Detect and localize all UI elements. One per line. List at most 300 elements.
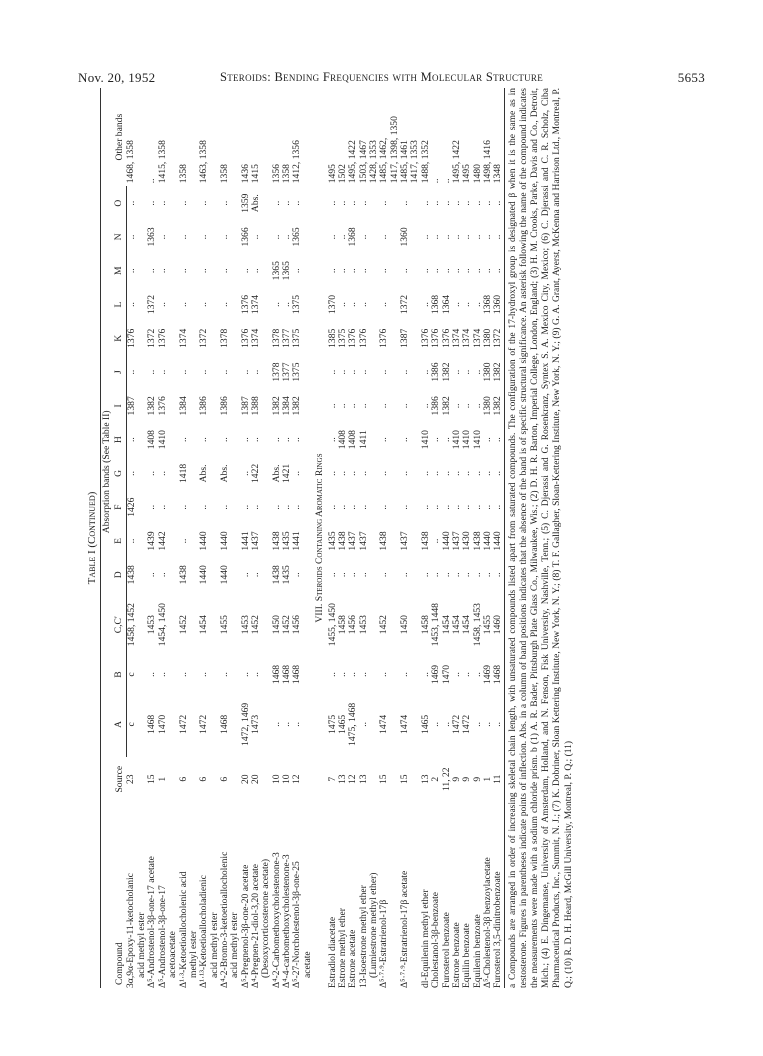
band-cell: ..	[440, 504, 452, 510]
band-cell: ..	[239, 471, 251, 476]
band-cell: ..	[440, 234, 452, 240]
band-cell: ..	[450, 504, 462, 510]
band-cell	[303, 355, 313, 389]
compound-cell: Δ⁴-4-carbomethoxycholestenone-3	[281, 854, 293, 988]
col-header-band: I	[113, 389, 126, 423]
source-cell: 15	[399, 774, 411, 785]
section-row	[313, 88, 327, 988]
band-cell: 1374	[450, 328, 462, 348]
other-bands-cell	[303, 88, 313, 186]
other-bands-cell: 1417, 1353	[409, 140, 421, 184]
col-header-band: J	[113, 355, 126, 389]
band-cell: 1410	[419, 430, 431, 450]
band-cell: 1440	[198, 565, 210, 585]
band-cell: c	[125, 722, 137, 727]
band-cell: ..	[440, 437, 452, 443]
compound-cell: Equilenin benzoate	[471, 914, 483, 988]
table-row	[158, 88, 168, 988]
band-cell: ..	[461, 369, 473, 375]
band-cell: ..	[281, 302, 293, 307]
band-cell	[303, 254, 313, 288]
band-cell: 1365	[291, 227, 303, 247]
band-cell	[168, 288, 178, 322]
band-cell: ..	[357, 471, 369, 476]
col-header-band: G	[113, 457, 126, 491]
band-cell	[303, 288, 313, 322]
band-cell: 1370	[326, 294, 338, 315]
source-cell: 6	[177, 776, 189, 782]
band-cell: 1364	[440, 294, 452, 315]
band-cell: 1441	[239, 531, 251, 551]
band-cell: ..	[419, 234, 431, 240]
band-cell: 1454	[461, 615, 473, 635]
col-header-compound: Compound	[101, 801, 127, 988]
col-header-band: C,C′	[113, 592, 126, 658]
band-cell: ..	[146, 200, 158, 206]
band-cell: ..	[450, 369, 462, 375]
band-cell: ..	[347, 369, 359, 375]
band-cell: ..	[450, 200, 462, 206]
band-cell: ..	[378, 672, 390, 677]
band-cell: 1410	[450, 430, 462, 450]
band-cell: ..	[357, 721, 369, 727]
other-bands-cell: 1358	[218, 164, 230, 184]
source-cell: 9	[450, 776, 462, 782]
band-cell: ..	[481, 504, 493, 510]
other-bands-cell: 1348	[493, 88, 504, 186]
band-cell: 1442	[156, 531, 168, 551]
band-cell: ..	[218, 504, 230, 510]
band-cell: ..	[125, 268, 137, 274]
table-row	[431, 88, 441, 988]
band-cell: ..	[493, 186, 504, 220]
band-cell: 1408	[336, 430, 348, 450]
band-cell: 1377	[281, 328, 293, 348]
band-cell: 1440	[218, 531, 230, 551]
band-cell: ..	[326, 200, 338, 206]
band-cell: ..	[281, 721, 293, 727]
source-cell: 23	[125, 774, 137, 785]
band-cell: 1382	[493, 389, 504, 423]
band-cell	[168, 558, 178, 592]
band-cell: Abs.	[250, 194, 262, 213]
other-bands-cell: 1415, 1358	[156, 140, 168, 184]
band-cell: ..	[419, 471, 431, 476]
band-cell: 1472	[198, 714, 210, 734]
band-cell: ..	[357, 369, 369, 375]
band-cell: ..	[177, 504, 189, 510]
band-cell	[303, 321, 313, 355]
source-cell: 1	[156, 776, 168, 782]
section-heading: VIII. Steroids Containing Aromatic Rings	[314, 453, 326, 623]
compound-cell: (Lumiestrone methyl ether)	[367, 872, 379, 978]
band-cell: ..	[399, 471, 411, 476]
band-cell: ..	[125, 538, 137, 544]
band-cell: ..	[450, 268, 462, 274]
band-cell: 1472	[450, 714, 462, 734]
band-cell: 1472	[461, 714, 473, 734]
band-cell: 1426	[125, 497, 137, 517]
band-cell: 1437	[347, 531, 359, 551]
band-cell: ..	[419, 200, 431, 206]
band-cell: ..	[430, 721, 442, 727]
band-cell: 1421	[281, 463, 293, 483]
band-cell: ..	[347, 302, 359, 307]
band-cell: 1454	[440, 615, 452, 635]
band-cell: ..	[125, 302, 137, 307]
band-cell: ..	[399, 200, 411, 206]
band-cell: 1378	[218, 328, 230, 348]
band-cell: 1458	[419, 615, 431, 635]
band-cell: ..	[336, 369, 348, 375]
band-cell: ..	[481, 234, 493, 240]
band-cell: 1410	[156, 430, 168, 450]
band-cell: 1435	[281, 531, 293, 551]
other-bands-cell: 1463, 1358	[198, 140, 210, 184]
band-cell: 1435	[326, 531, 338, 551]
band-cell: ..	[399, 403, 411, 409]
compound-cell: Estradiol diacetate	[326, 916, 338, 988]
band-cell: ..	[493, 558, 504, 592]
band-cell	[168, 592, 178, 658]
source-cell: 7	[326, 776, 338, 782]
band-cell: 1455	[481, 615, 493, 635]
source-cell: 13	[357, 774, 369, 785]
band-cell: ..	[493, 423, 504, 457]
band-cell: ..	[461, 403, 473, 409]
band-cell: 1368	[347, 227, 359, 247]
band-cell: ..	[336, 672, 348, 677]
other-bands-cell: 1468, 1358	[125, 140, 137, 184]
band-cell: ..	[347, 403, 359, 409]
band-cell: 1452	[177, 615, 189, 635]
band-cell: ..	[326, 369, 338, 375]
band-cell: ..	[125, 369, 137, 375]
footnotes	[508, 88, 575, 988]
band-cell: ..	[291, 721, 303, 727]
compound-cell: Δ⁴-2-Carbomethoxycholestenone-3	[270, 852, 282, 988]
band-cell: Abs.	[218, 464, 230, 483]
compound-cell: Estrone acetate	[347, 929, 359, 988]
source-cell: 11, 22	[440, 767, 452, 792]
band-cell: ..	[291, 471, 303, 476]
band-cell: ..	[461, 200, 473, 206]
band-cell	[303, 389, 313, 423]
band-cell: 1372	[493, 321, 504, 355]
other-bands-cell: 1428, 1353	[367, 140, 379, 184]
band-cell: 1375	[291, 294, 303, 315]
band-cell: ..	[378, 234, 390, 240]
source-cell: 6	[218, 776, 230, 782]
band-cell: 1453	[146, 615, 158, 635]
other-bands-cell: 1495	[326, 164, 338, 184]
source-cell: 13	[336, 774, 348, 785]
band-cell: 1438	[336, 531, 348, 551]
compound-cell: Δ⁵·⁷·⁹-Estratrienol-17β acetate	[399, 870, 411, 988]
band-cell: ..	[481, 721, 493, 727]
band-cell: ..	[177, 369, 189, 375]
band-cell: ..	[250, 572, 262, 578]
band-cell: ..	[177, 538, 189, 544]
band-cell: ..	[399, 369, 411, 375]
band-cell: ..	[125, 471, 137, 476]
other-bands-cell: 1495, 1422	[450, 140, 462, 184]
band-cell	[168, 321, 178, 355]
band-cell: 1438	[378, 531, 390, 551]
band-cell: 1474	[378, 714, 390, 734]
band-cell	[303, 558, 313, 592]
band-cell: 1376	[156, 396, 168, 416]
band-cell: ..	[461, 268, 473, 274]
band-cell	[303, 457, 313, 491]
band-cell: ..	[281, 200, 293, 206]
band-cell: ..	[156, 369, 168, 375]
source-cell: 20	[239, 774, 251, 785]
band-cell: ..	[326, 471, 338, 476]
band-cell: 1363	[146, 227, 158, 247]
band-cell	[168, 220, 178, 254]
table-row	[251, 88, 261, 988]
band-cell: ..	[399, 268, 411, 274]
band-cell: ..	[357, 403, 369, 409]
band-cell: 1372	[146, 328, 158, 348]
band-cell: ..	[281, 234, 293, 240]
compound-cell: Δ⁵-Androstenol-3β-one-17	[156, 885, 168, 988]
band-cell	[168, 355, 178, 389]
compound-cell: acid methyl ester	[229, 912, 241, 978]
band-cell: ..	[347, 200, 359, 206]
band-cell: ..	[198, 504, 210, 510]
compound-cell: Δ¹·¹³-Ketoetioallocholadienic	[198, 875, 210, 988]
band-cell: ..	[471, 302, 483, 307]
band-cell: 1386	[218, 396, 230, 416]
band-cell: ..	[177, 200, 189, 206]
band-cell: ..	[440, 200, 452, 206]
band-cell: 1440	[481, 531, 493, 551]
band-cell: ..	[419, 268, 431, 274]
band-cell	[303, 524, 313, 558]
band-cell: ..	[291, 200, 303, 206]
band-cell: ..	[471, 234, 483, 240]
band-cell: ..	[146, 268, 158, 274]
band-cell: ..	[450, 572, 462, 578]
source-cell: 12	[291, 774, 303, 785]
band-cell: ..	[378, 437, 390, 443]
band-cell	[168, 254, 178, 288]
band-cell: ..	[156, 672, 168, 677]
band-cell: 1430	[461, 531, 473, 551]
band-cell: 1374	[461, 328, 473, 348]
band-cell: 1410	[471, 430, 483, 450]
band-cell: ..	[198, 234, 210, 240]
band-cell: ..	[270, 721, 282, 727]
band-cell: 1422	[250, 463, 262, 483]
band-cell: 1368	[430, 294, 442, 315]
running-date: Nov. 20, 1952	[78, 70, 156, 85]
band-cell: 1472, 1469	[239, 702, 251, 746]
band-cell: ..	[430, 200, 442, 206]
band-cell: 1441	[291, 531, 303, 551]
band-cell: ..	[198, 369, 210, 375]
band-cell: 1452	[378, 615, 390, 635]
band-cell: ..	[281, 437, 293, 443]
band-cell: 1387	[125, 396, 137, 416]
band-cell: 1472	[177, 714, 189, 734]
band-cell: ..	[250, 504, 262, 510]
band-cell: ..	[336, 403, 348, 409]
running-title: Steroids: Bending Frequencies with Molecular Structure	[219, 70, 544, 84]
band-cell: ..	[461, 471, 473, 476]
band-cell: ..	[378, 200, 390, 206]
band-cell: ..	[357, 572, 369, 578]
band-cell: 1376	[239, 328, 251, 348]
band-cell	[168, 389, 178, 423]
band-cell: ..	[440, 721, 452, 727]
band-cell: ..	[378, 268, 390, 274]
source-cell: 6	[198, 776, 210, 782]
source-cell: 15	[146, 774, 158, 785]
band-cell: 1360	[399, 227, 411, 247]
band-cell: ..	[250, 234, 262, 240]
band-cell: 1382	[291, 396, 303, 416]
band-cell: ..	[450, 403, 462, 409]
band-cell: 1439	[146, 531, 158, 551]
band-cell: ..	[419, 504, 431, 510]
band-cell: ..	[461, 672, 473, 677]
band-cell: ..	[239, 504, 251, 510]
other-bands-cell: 1417, 1398, 1350	[388, 116, 400, 184]
compound-cell: (Desoxycorticosterone acetate)	[260, 858, 272, 978]
band-cell: ..	[270, 200, 282, 206]
compound-cell: 3α,9α-Epoxy-11-ketocholanic	[125, 873, 137, 988]
band-cell: ..	[218, 234, 230, 240]
other-bands-cell: 1503, 1467	[357, 140, 369, 184]
band-cell: 1470	[156, 714, 168, 734]
band-cell: ..	[471, 403, 483, 409]
compound-cell: Equilin benzoate	[461, 923, 473, 988]
col-header-band: K	[113, 321, 126, 355]
band-cell: 1435	[281, 565, 293, 585]
col-header-source: Source	[101, 757, 127, 801]
band-cell: ..	[461, 572, 473, 578]
band-cell: ..	[291, 437, 303, 443]
band-cell: 1468	[146, 714, 158, 734]
band-cell: 1411	[357, 430, 369, 450]
band-cell: ..	[146, 672, 158, 677]
band-cell: ..	[336, 302, 348, 307]
band-cell: ..	[218, 672, 230, 677]
other-bands-cell	[168, 88, 178, 186]
band-cell: ..	[378, 403, 390, 409]
compound-cell: Δ⁵·⁷·⁹-Estratrienol-17β	[378, 899, 390, 988]
band-cell: ..	[198, 302, 210, 307]
compound-cell: acetate	[301, 951, 313, 978]
band-cell: 1455	[218, 615, 230, 635]
band-cell: ..	[378, 302, 390, 307]
band-cell: 1387	[399, 328, 411, 348]
band-cell: 1386	[198, 396, 210, 416]
source-cell: 20	[250, 774, 262, 785]
col-header-band: N	[113, 220, 126, 254]
other-bands-cell: 1356	[270, 164, 282, 184]
band-cell: ..	[125, 437, 137, 443]
band-cell: ..	[399, 504, 411, 510]
band-cell: 1376	[357, 328, 369, 348]
band-cell	[303, 220, 313, 254]
band-cell: 1365	[281, 261, 293, 281]
other-bands-cell: 1488, 1352	[419, 140, 431, 184]
band-cell: ..	[481, 200, 493, 206]
band-cell: ..	[156, 234, 168, 240]
band-cell: 1438	[270, 531, 282, 551]
band-cell: ..	[239, 672, 251, 677]
band-cell: ..	[250, 268, 262, 274]
band-cell	[168, 490, 178, 524]
band-cell: 1456	[291, 615, 303, 635]
band-cell: 1372	[399, 294, 411, 315]
band-cell: ..	[440, 572, 452, 578]
band-cell: c	[125, 672, 137, 677]
band-cell: 1468	[218, 714, 230, 734]
band-cell: ..	[430, 572, 442, 578]
compound-cell: Δ⁴-Pregnen-21-diol-3,20 acetate	[250, 863, 262, 988]
other-bands-cell: 1358	[177, 164, 189, 184]
other-bands-cell: 1480	[471, 164, 483, 184]
band-cell: ..	[357, 672, 369, 677]
compound-cell: Estrone methyl ether	[336, 908, 348, 988]
compound-cell: Furosterol benzoate	[440, 912, 452, 988]
band-cell: 1382	[146, 396, 158, 416]
other-bands-cell: 1485, 1461	[399, 140, 411, 184]
compound-cell: acetoacetate	[167, 931, 179, 978]
band-cell: ..	[218, 437, 230, 443]
band-cell: ..	[146, 504, 158, 510]
band-cell: 1376	[430, 328, 442, 348]
band-cell: 1386	[430, 396, 442, 416]
band-cell: ..	[146, 369, 158, 375]
band-cell: ..	[146, 471, 158, 476]
source-cell: 12	[347, 774, 359, 785]
band-cell	[168, 186, 178, 220]
other-bands-cell: 1358	[281, 164, 293, 184]
rotated-table-block	[86, 88, 696, 988]
band-cell: ..	[270, 234, 282, 240]
band-cell: ..	[493, 691, 504, 757]
band-cell: ..	[177, 437, 189, 443]
band-cell: 1378	[270, 362, 282, 382]
band-cell: 1378	[270, 328, 282, 348]
band-cell: ..	[493, 457, 504, 491]
band-cell: ..	[239, 268, 251, 274]
band-cell: ..	[218, 200, 230, 206]
band-cell: ..	[419, 369, 431, 375]
band-cell: 1384	[177, 396, 189, 416]
source-cell: 9	[461, 776, 473, 782]
band-cell: ..	[239, 369, 251, 375]
band-cell: 1380	[481, 362, 493, 382]
band-cell: 1377	[281, 362, 293, 382]
source-cell: 1	[481, 776, 493, 782]
band-cell: 1452	[281, 615, 293, 635]
band-cell: ..	[493, 254, 504, 288]
band-cell: ..	[336, 504, 348, 510]
other-bands-cell: 1495, 1422	[347, 140, 359, 184]
band-cell: 1384	[281, 396, 293, 416]
band-cell: ..	[461, 504, 473, 510]
table-row	[168, 88, 178, 988]
band-cell: 1454	[198, 615, 210, 635]
compound-cell: acid methyl ester	[208, 912, 220, 978]
